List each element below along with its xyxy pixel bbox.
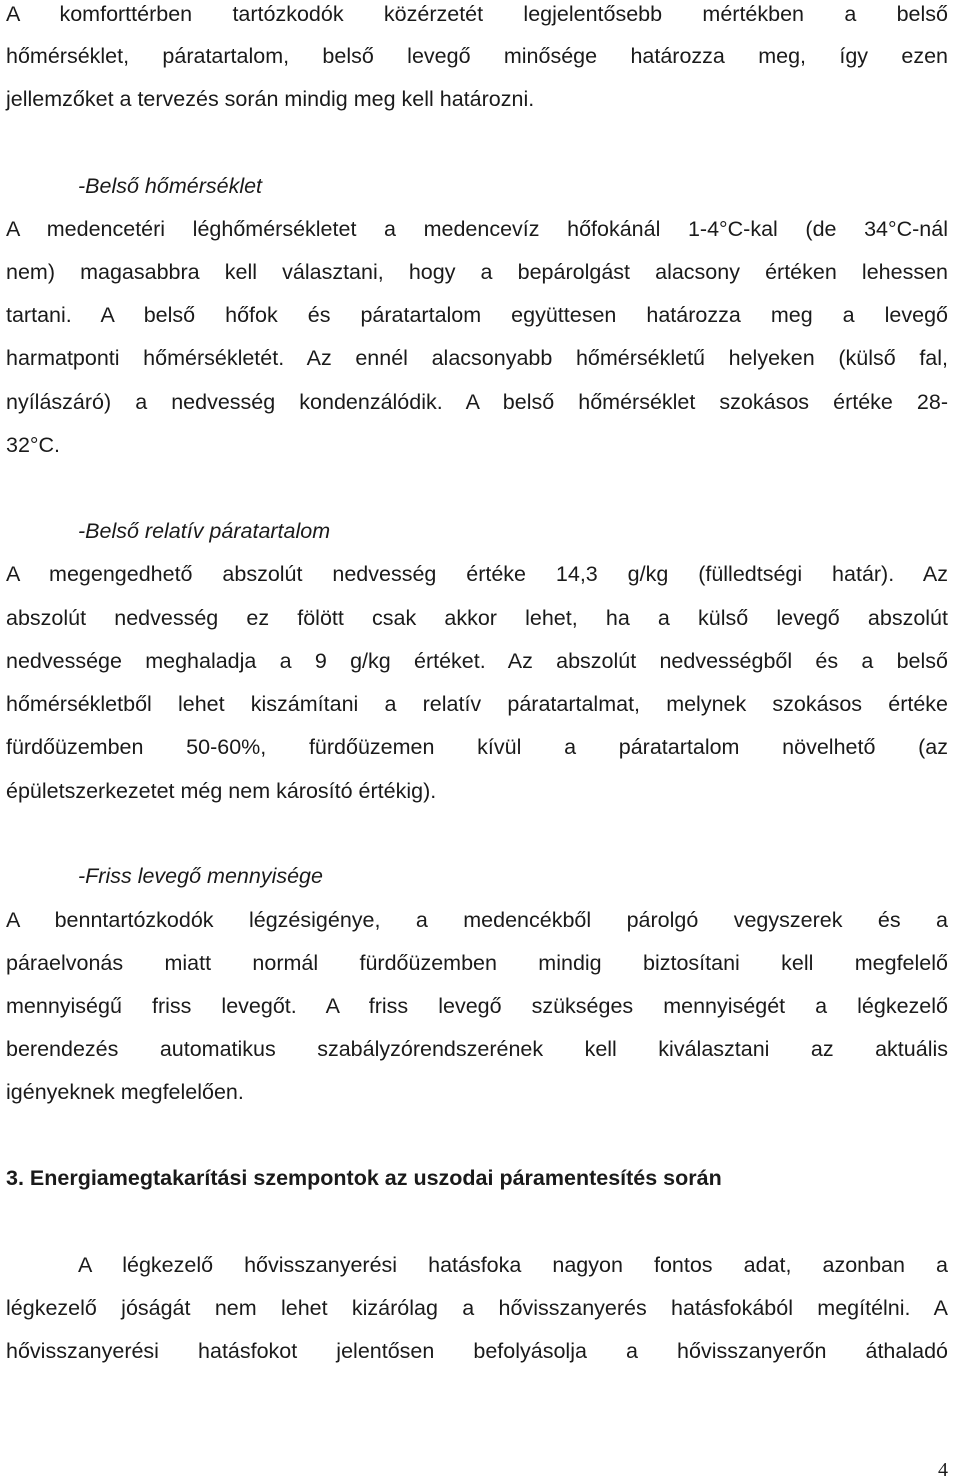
paragraph-line: abszolút nedvesség ez fölött csak akkor lehet, ha a külső levegő abszolút xyxy=(6,606,948,630)
paragraph-line: nedvessége meghaladja a 9 g/kg értéket. Az abszolút nedvességből és a belső xyxy=(6,649,948,673)
paragraph-line: A benntartózkodók légzésigénye, a medencékből párolgó vegyszerek és a xyxy=(6,908,948,932)
paragraph-line: nem) magasabbra kell választani, hogy a bepárolgást alacsony értéken lehessen xyxy=(6,260,948,284)
section-heading-fresh-air: -Friss levegő mennyisége xyxy=(78,864,323,888)
intro-line: A komforttérben tartózkodók közérzetét legjelentősebb mértékben a belső xyxy=(6,2,948,26)
section-heading-temperature: -Belső hőmérséklet xyxy=(78,174,263,198)
paragraph-line: nyílászáró) a nedvesség kondenzálódik. A belső hőmérséklet szokásos értéke 28- xyxy=(6,390,948,414)
paragraph-line: légkezelő jóságát nem lehet kizárólag a hővisszanyerés hatásfokából megítélni. A xyxy=(6,1296,948,1320)
paragraph-line: A megengedhető abszolút nedvesség értéke 14,3 g/kg (fülledtségi határ). Az xyxy=(6,562,948,586)
section-heading-humidity: -Belső relatív páratartalom xyxy=(78,519,331,543)
paragraph-line: A medencetéri léghőmérsékletet a medencevíz hőfokánál 1-4°C-kal (de 34°C-nál xyxy=(6,217,948,241)
paragraph-line: igényeknek megfelelően. xyxy=(6,1080,244,1104)
paragraph-line: berendezés automatikus szabályzórendszerének kell kiválasztani az aktuális xyxy=(6,1037,948,1061)
paragraph-line: fürdőüzemben 50-60%, fürdőüzemen kívül a páratartalom növelhető (az xyxy=(6,735,948,759)
paragraph-line: harmatponti hőmérsékletét. Az ennél alacsonyabb hőmérsékletű helyeken (külső fal, xyxy=(6,346,948,370)
paragraph-line: A légkezelő hővisszanyerési hatásfoka nagyon fontos adat, azonban a xyxy=(78,1253,948,1277)
intro-line: hőmérséklet, páratartalom, belső levegő minősége határozza meg, így ezen xyxy=(6,44,948,68)
paragraph-line: hőmérsékletből lehet kiszámítani a relatív páratartalmat, melynek szokásos értéke xyxy=(6,692,948,716)
paragraph-line: épületszerkezetet még nem károsító értékig). xyxy=(6,779,437,803)
intro-line: jellemzőket a tervezés során mindig meg kell határozni. xyxy=(6,87,535,111)
paragraph-line: páraelvonás miatt normál fürdőüzemben mindig biztosítani kell megfelelő xyxy=(6,951,948,975)
page-number: 4 xyxy=(938,1459,948,1481)
paragraph-line: tartani. A belső hőfok és páratartalom együttesen határozza meg a levegő xyxy=(6,303,948,327)
paragraph-line: hővisszanyerési hatásfokot jelentősen befolyásolja a hővisszanyerőn áthaladó xyxy=(6,1339,948,1363)
paragraph-line: 32°C. xyxy=(6,433,61,457)
chapter-title: 3. Energiamegtakarítási szempontok az uszodai páramentesítés során xyxy=(6,1166,722,1190)
paragraph-line: mennyiségű friss levegőt. A friss levegő szükséges mennyiségét a légkezelő xyxy=(6,994,948,1018)
